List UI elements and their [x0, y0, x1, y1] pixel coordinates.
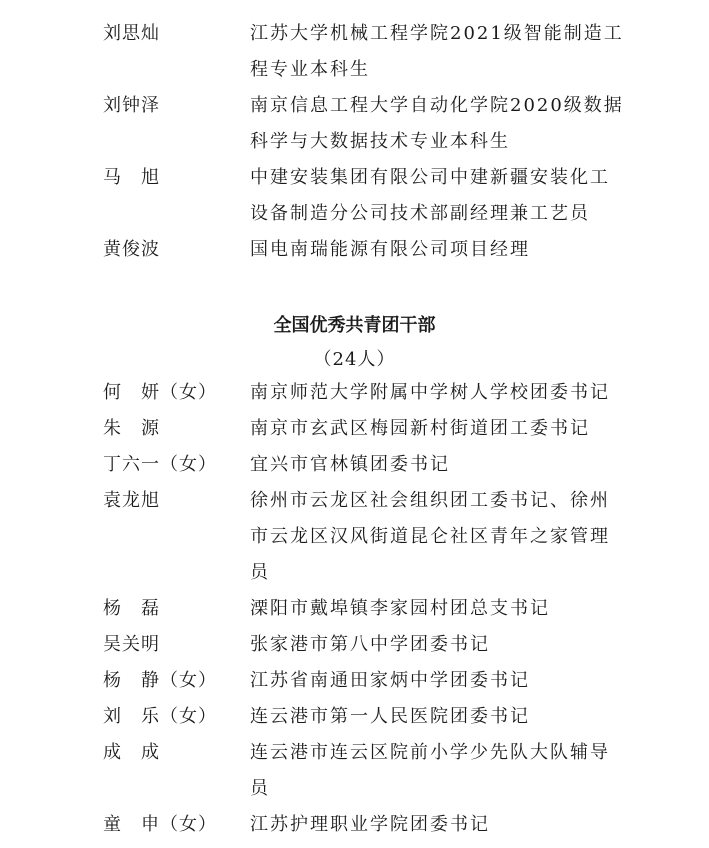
description-line: 程专业本科生 [250, 59, 370, 80]
description-line: 科学与大数据技术专业本科生 [250, 131, 510, 152]
description-line: 徐州市云龙区社会组织团工委书记、徐州 [250, 490, 610, 511]
person-name: 丁六一（女） [103, 454, 217, 475]
description-line: 张家港市第八中学团委书记 [250, 634, 490, 655]
person-description [250, 735, 610, 807]
person-description [250, 375, 610, 411]
person-name: 杨 磊 [103, 598, 160, 619]
person-name: 刘钟泽 [103, 95, 160, 116]
person-description [250, 699, 610, 735]
person-description [250, 16, 624, 88]
person-name: 何 妍（女） [103, 382, 217, 403]
section-title: 全国优秀共青团干部 [273, 315, 436, 336]
description-line: 江苏省南通田家炳中学团委书记 [250, 670, 530, 691]
description-line: 国电南瑞能源有限公司项目经理 [250, 239, 530, 260]
person-name: 刘思灿 [103, 23, 160, 44]
description-line: 员 [250, 562, 270, 583]
person-description [250, 232, 610, 268]
person-description [250, 88, 624, 160]
person-description [250, 411, 610, 447]
person-description [250, 483, 610, 591]
description-line: 连云港市第一人民医院团委书记 [250, 706, 530, 727]
person-name: 成 成 [103, 742, 160, 763]
person-description [250, 627, 610, 663]
description-line: 设备制造分公司技术部副经理兼工艺员 [250, 203, 590, 224]
person-description [250, 160, 610, 232]
person-name: 童 申（女） [103, 814, 217, 835]
description-line: 宜兴市官林镇团委书记 [250, 454, 450, 475]
person-description [250, 447, 610, 483]
person-description [250, 807, 610, 843]
description-line: 溧阳市戴埠镇李家园村团总支书记 [250, 598, 550, 619]
description-line: 员 [250, 778, 270, 799]
section-count: （24人） [313, 349, 396, 370]
description-line: 连云港市连云区院前小学少先队大队辅导 [250, 742, 610, 763]
description-line: 中建安装集团有限公司中建新疆安装化工 [250, 167, 610, 188]
description-line: 南京师范大学附属中学树人学校团委书记 [250, 382, 610, 403]
person-name: 朱 源 [103, 418, 160, 439]
person-description [250, 663, 610, 699]
description-line: 南京市玄武区梅园新村街道团工委书记 [250, 418, 590, 439]
person-name: 袁龙旭 [103, 490, 160, 511]
person-name: 吴关明 [103, 634, 160, 655]
description-line: 江苏护理职业学院团委书记 [250, 814, 490, 835]
description-line: 南京信息工程大学自动化学院2020级数据 [250, 95, 624, 116]
description-line: 江苏大学机械工程学院2021级智能制造工 [250, 23, 624, 44]
person-name: 刘 乐（女） [103, 706, 217, 727]
person-name: 黄俊波 [103, 239, 160, 260]
description-line: 市云龙区汉风街道昆仑社区青年之家管理 [250, 526, 610, 547]
person-name: 杨 静（女） [103, 670, 217, 691]
person-name: 马 旭 [103, 167, 160, 188]
person-description [250, 591, 610, 627]
